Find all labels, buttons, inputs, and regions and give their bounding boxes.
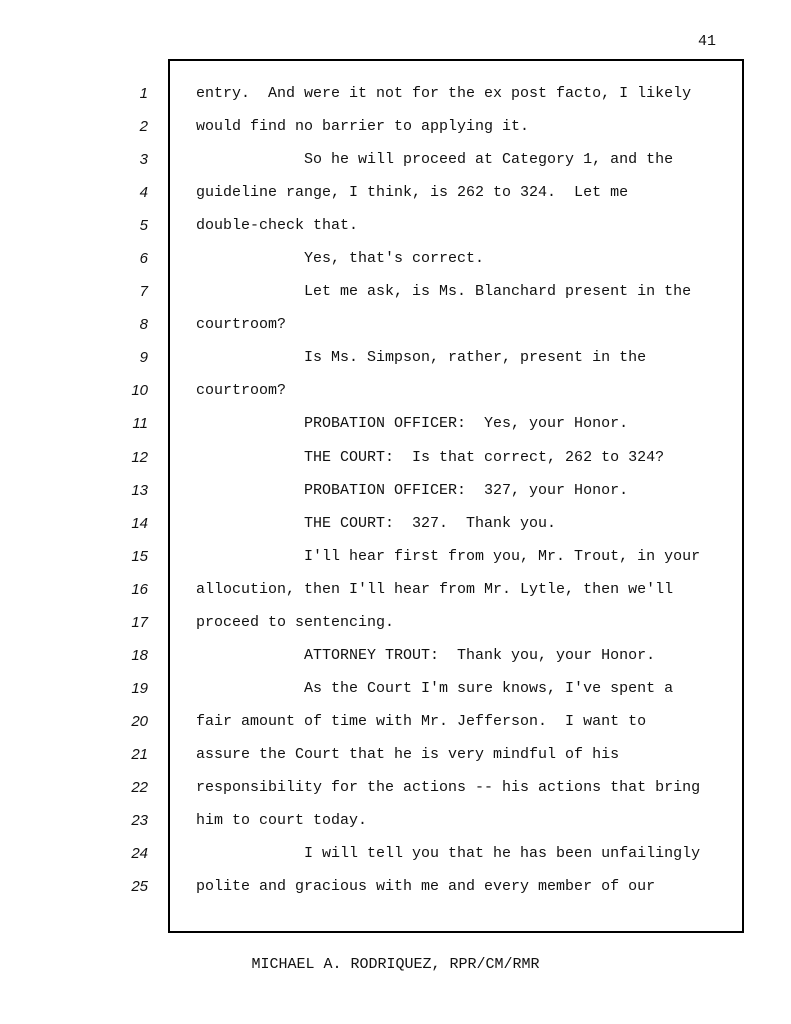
transcript-line: I will tell you that he has been unfailingly [196, 845, 701, 863]
line-number: 14 [131, 514, 148, 532]
line-number: 10 [131, 382, 148, 400]
transcript-line: Let me ask, is Ms. Blanchard present in the [196, 283, 692, 301]
transcript-line: courtroom? [196, 316, 287, 334]
line-number: 8 [139, 316, 148, 334]
line-number: 5 [139, 217, 148, 235]
line-number: 15 [131, 547, 148, 565]
line-number: 23 [131, 812, 148, 830]
line-number: 6 [139, 250, 148, 268]
transcript-line: As the Court I'm sure knows, I've spent a [196, 679, 674, 697]
transcript-line: So he will proceed at Category 1, and the [196, 151, 674, 169]
line-number: 19 [131, 679, 148, 697]
transcript-line: PROBATION OFFICER: 327, your Honor. [196, 481, 629, 499]
transcript-line: allocution, then I'll hear from Mr. Lytle, then we'll [196, 580, 674, 598]
line-number: 1 [139, 85, 148, 102]
line-number: 24 [131, 845, 148, 863]
transcript-line: entry. And were it not for the ex post facto, I likely [196, 85, 692, 102]
line-number: 17 [131, 613, 148, 631]
line-number: 13 [131, 481, 148, 499]
line-number: 3 [139, 151, 148, 169]
line-number: 22 [131, 778, 148, 796]
reporter-footer: MICHAEL A. RODRIQUEZ, RPR/CM/RMR [251, 956, 540, 973]
transcript-line: Yes, that's correct. [196, 250, 485, 268]
transcript-line: responsibility for the actions -- his actions that bring [196, 778, 701, 796]
transcript-line: I'll hear first from you, Mr. Trout, in your [196, 547, 701, 565]
line-number-column [100, 77, 148, 903]
transcript-line: PROBATION OFFICER: Yes, your Honor. [196, 415, 629, 433]
line-number: 20 [131, 712, 148, 730]
line-number: 18 [131, 646, 148, 664]
transcript-line: THE COURT: 327. Thank you. [196, 514, 557, 532]
line-number: 12 [131, 448, 148, 466]
transcript-line: proceed to sentencing. [196, 613, 395, 631]
transcript-line: him to court today. [196, 812, 368, 830]
line-number: 25 [131, 878, 148, 896]
transcript-line: ATTORNEY TROUT: Thank you, your Honor. [196, 646, 656, 664]
transcript-line: Is Ms. Simpson, rather, present in the [196, 349, 647, 367]
line-number: 21 [131, 745, 148, 763]
transcript-line: THE COURT: Is that correct, 262 to 324? [196, 448, 665, 466]
line-number: 7 [139, 283, 148, 301]
transcript-text [196, 77, 736, 903]
line-number: 11 [132, 415, 148, 433]
transcript-line: would find no barrier to applying it. [196, 118, 530, 136]
transcript-line: double-check that. [196, 217, 359, 235]
line-number: 2 [139, 118, 148, 136]
transcript-line: guideline range, I think, is 262 to 324. Let me [196, 184, 629, 202]
line-number: 4 [139, 184, 148, 202]
line-number: 16 [131, 580, 148, 598]
transcript-line: fair amount of time with Mr. Jefferson. I want to [196, 712, 647, 730]
transcript-line: polite and gracious with me and every member of our [196, 878, 656, 896]
page-number: 41 [697, 33, 716, 50]
line-number: 9 [139, 349, 148, 367]
transcript-line: assure the Court that he is very mindful of his [196, 745, 620, 763]
transcript-line: courtroom? [196, 382, 287, 400]
